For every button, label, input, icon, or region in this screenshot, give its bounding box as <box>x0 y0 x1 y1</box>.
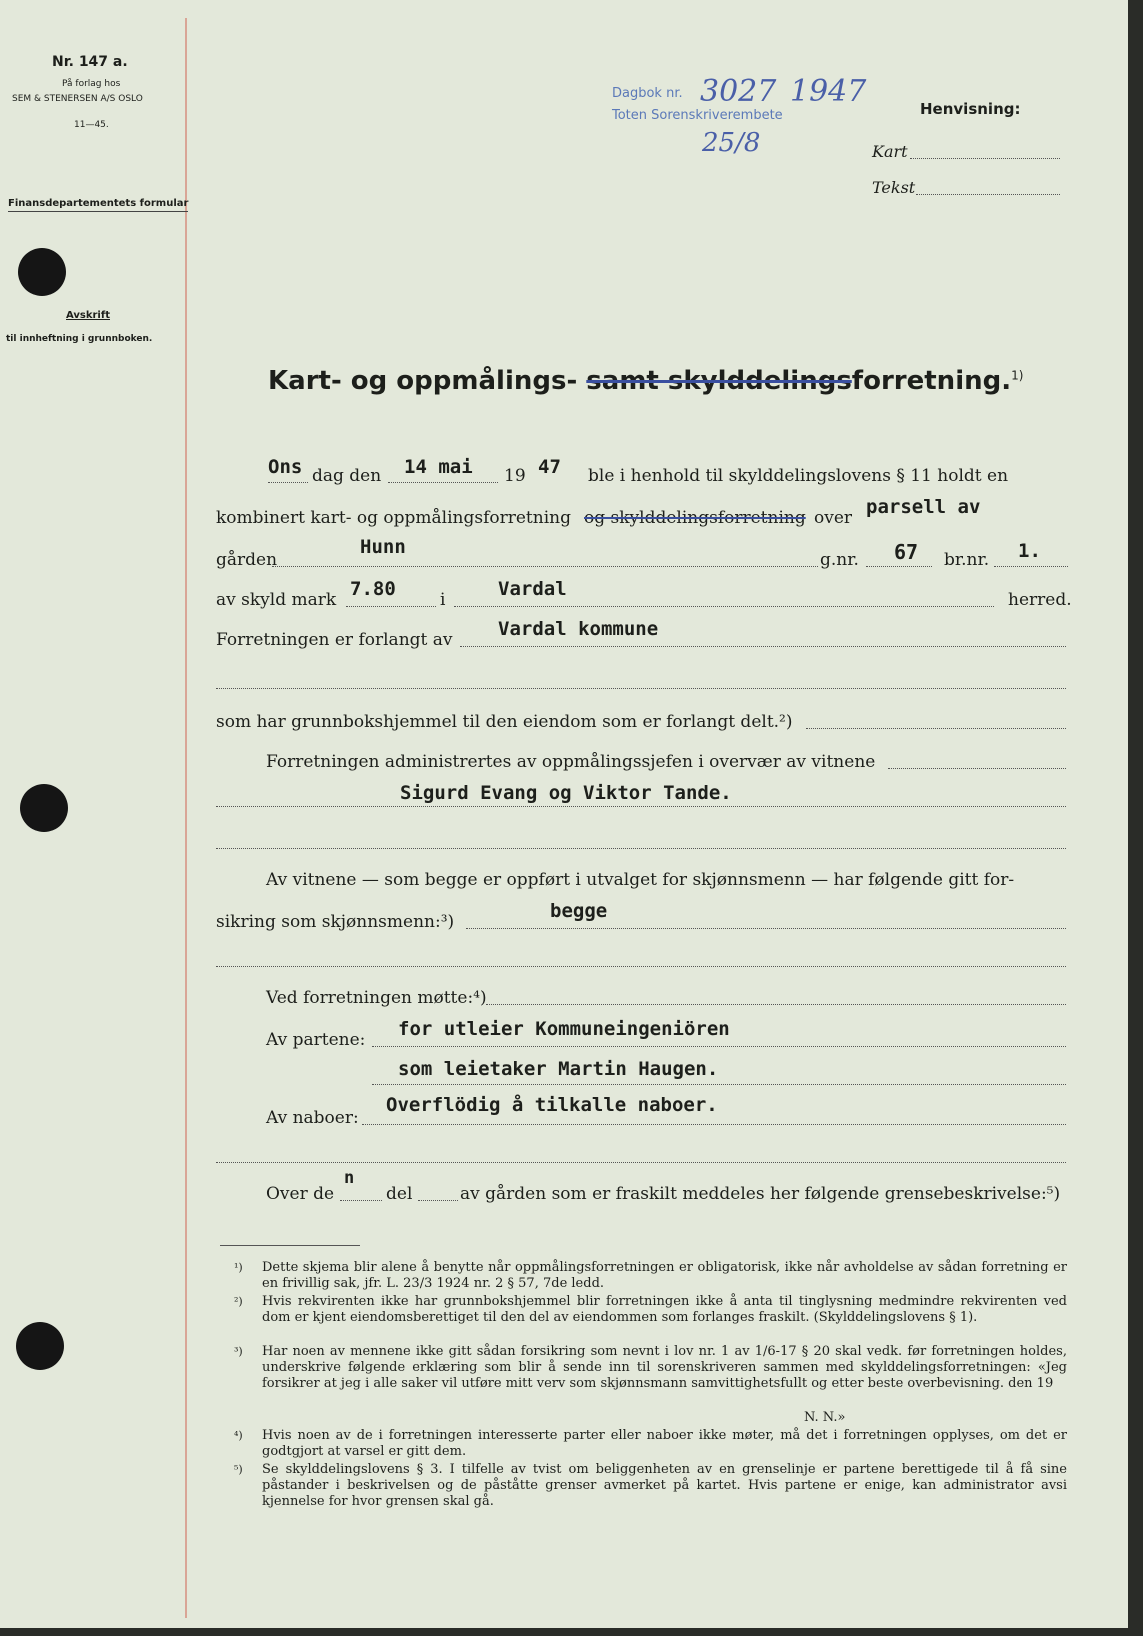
dotted-line <box>994 566 1068 567</box>
text-l1a: dag den <box>312 466 382 486</box>
text-l6: som har grunnbokshjemmel til den eiendom som er forlangt delt.²) <box>216 712 793 732</box>
field-gnr: 67 <box>894 540 919 564</box>
field-party2: som leietaker Martin Haugen. <box>398 1058 719 1080</box>
field-parcel: parsell av <box>866 496 981 518</box>
text-l2-struck: og skylddelingsforretning <box>584 508 806 528</box>
footnote-rule <box>220 1245 360 1246</box>
footnote: ³) Har noen av mennene ikke gitt sådan forsikring som nevnt i lov nr. 1 av 1/6-17 § 20 skal vedk. før forretningen holdes, underskrive følgende erklæring som blir å sende inn til sorenskriveren sammen med skylddelingsforretningen: «Jeg forsikrer at jeg i alle saker vil utføre mitt verv som skjønnsmann samvittighetsfullt og etter beste overbevisning. den 19 <box>234 1344 1067 1391</box>
field-municipality: Vardal <box>498 578 567 600</box>
reference-kart-label: Kart <box>872 142 908 161</box>
dotted-line <box>216 848 1066 849</box>
publisher-line2: SEM & STENERSEN A/S OSLO <box>12 94 143 104</box>
page-title: Kart- og oppmålings- samt skylddelingsforretning.$^{1)}$ <box>268 366 1024 396</box>
dotted-line <box>866 566 932 567</box>
dotted-line <box>362 1124 1066 1125</box>
text-l2a: kombinert kart- og oppmålingsforretning <box>216 508 571 528</box>
text-l13c: av gården som er fraskilt meddeles her følgende grensebeskrivelse:⁵) <box>460 1184 1061 1204</box>
field-party1: for utleier Kommuneingeniören <box>398 1018 730 1040</box>
dotted-line <box>388 482 498 483</box>
text-l12: Av naboer: <box>266 1108 359 1128</box>
text-l10: Ved forretningen møtte:⁴) <box>266 988 487 1008</box>
text-l2b: over <box>814 508 853 528</box>
field-witnesses: Sigurd Evang og Viktor Tande. <box>400 782 732 804</box>
text-l7: Forretningen administrertes av oppmålingssjefen i overvær av vitnene <box>266 752 876 772</box>
footnote: ⁴) Hvis noen av de i forretningen interesserte parter eller naboer ikke møter, må det i forretningen opplyses, om det er godtgjort at varsel er gitt dem. <box>234 1428 1067 1459</box>
text-l9: sikring som skjønnsmenn:³) <box>216 912 455 932</box>
stamp-number: 3027 <box>700 74 777 109</box>
footnote-signature: N. N.» <box>804 1410 846 1425</box>
text-l4c: herred. <box>1008 590 1072 610</box>
dotted-line <box>454 606 994 607</box>
punch-hole <box>20 784 68 832</box>
dotted-line <box>216 966 1066 967</box>
dotted-line <box>888 768 1066 769</box>
dotted-line <box>466 928 1066 929</box>
reference-tekst-label: Tekst <box>872 178 916 197</box>
footnote: ²) Hvis rekvirenten ikke har grunnbokshjemmel blir forretningen ikke å anta til tinglysning medmindre rekvirenten ved dom er kjent eiendomsberettiget til den del av eiendommen som forlanges fraskilt. (Skylddelingslovens § 1). <box>234 1294 1067 1325</box>
field-requested-by: Vardal kommune <box>498 618 659 640</box>
text-l13b: del <box>386 1184 413 1204</box>
reference-tekst-line <box>916 194 1060 195</box>
form-number: Nr. 147 a. <box>52 54 128 70</box>
reference-heading: Henvisning: <box>920 100 1021 118</box>
text-l11: Av partene: <box>266 1030 366 1050</box>
punch-hole <box>18 248 66 296</box>
dotted-line <box>216 688 1066 689</box>
footnote: ⁵) Se skylddelingslovens § 3. I tilfelle av tvist om beliggenheten av en grenselinje er partene berettigede til å få sine påstander i beskrivelsen og de påståtte grenser avmerket på kartet. Hvis partene er enige, kan administrator avsi kjennelse for hvor grensen skal gå. <box>234 1462 1067 1509</box>
dotted-line <box>340 1200 382 1201</box>
stamp-date: 25/8 <box>702 128 761 158</box>
dotted-line <box>486 1004 1066 1005</box>
text-l1c: ble i henhold til skylddelingslovens § 11 holdt en <box>588 466 1009 486</box>
print-date: 11—45. <box>74 120 109 130</box>
margin-line <box>185 18 187 1618</box>
field-de-n: n <box>344 1168 355 1188</box>
stamp-year: 1947 <box>790 74 867 109</box>
field-neighbours: Overflödig å tilkalle naboer. <box>386 1094 718 1116</box>
text-l1b: 19 <box>504 466 526 486</box>
dotted-line <box>806 728 1066 729</box>
text-l4b: i <box>440 590 446 610</box>
text-l8: Av vitnene — som begge er oppført i utvalget for skjønnsmenn — har følgende gitt for- <box>266 870 1015 890</box>
copy-sub: til innheftning i grunnboken. <box>6 334 153 344</box>
text-l3a: gården <box>216 550 278 570</box>
text-l3b: g.nr. <box>820 550 859 570</box>
copy-label: Avskrift <box>66 310 110 321</box>
field-sworn: begge <box>550 900 608 922</box>
field-day: 14 mai <box>404 456 473 478</box>
punch-hole <box>16 1322 64 1370</box>
text-l4a: av skyld mark <box>216 590 337 610</box>
dotted-line <box>272 566 818 567</box>
text-l5a: Forretningen er forlangt av <box>216 630 453 650</box>
publisher-line1: På forlag hos <box>62 79 121 89</box>
field-bnr: 1. <box>1018 540 1041 562</box>
text-l13a: Over de <box>266 1184 335 1204</box>
dotted-line <box>216 1162 1066 1163</box>
footnote: ¹) Dette skjema blir alene å benytte når oppmålingsforretningen er obligatorisk, ikke når avholdelse av sådan forretning er en frivillig sak, jfr. L. 23/3 1924 nr. 2 § 57, 7de ledd. <box>234 1260 1067 1291</box>
dotted-line <box>460 646 1066 647</box>
stamp-dagbok-label: Dagbok nr. <box>612 86 683 101</box>
title-struck-text: samt skylddelings <box>586 366 852 396</box>
dotted-line <box>268 482 308 483</box>
field-year: 47 <box>538 456 561 478</box>
dotted-line <box>418 1200 458 1201</box>
stamp-office: Toten Sorenskriverembete <box>612 108 783 123</box>
dotted-line <box>346 606 436 607</box>
reference-kart-line <box>910 158 1060 159</box>
field-farm: Hunn <box>360 536 406 558</box>
dotted-line <box>372 1046 1066 1047</box>
field-skyld: 7.80 <box>350 578 396 600</box>
department-label: Finansdepartementets formular <box>8 198 188 212</box>
field-weekday: Ons <box>268 456 303 478</box>
text-l3c: br.nr. <box>944 550 990 570</box>
dotted-line <box>216 806 1066 807</box>
dotted-line <box>372 1084 1066 1085</box>
